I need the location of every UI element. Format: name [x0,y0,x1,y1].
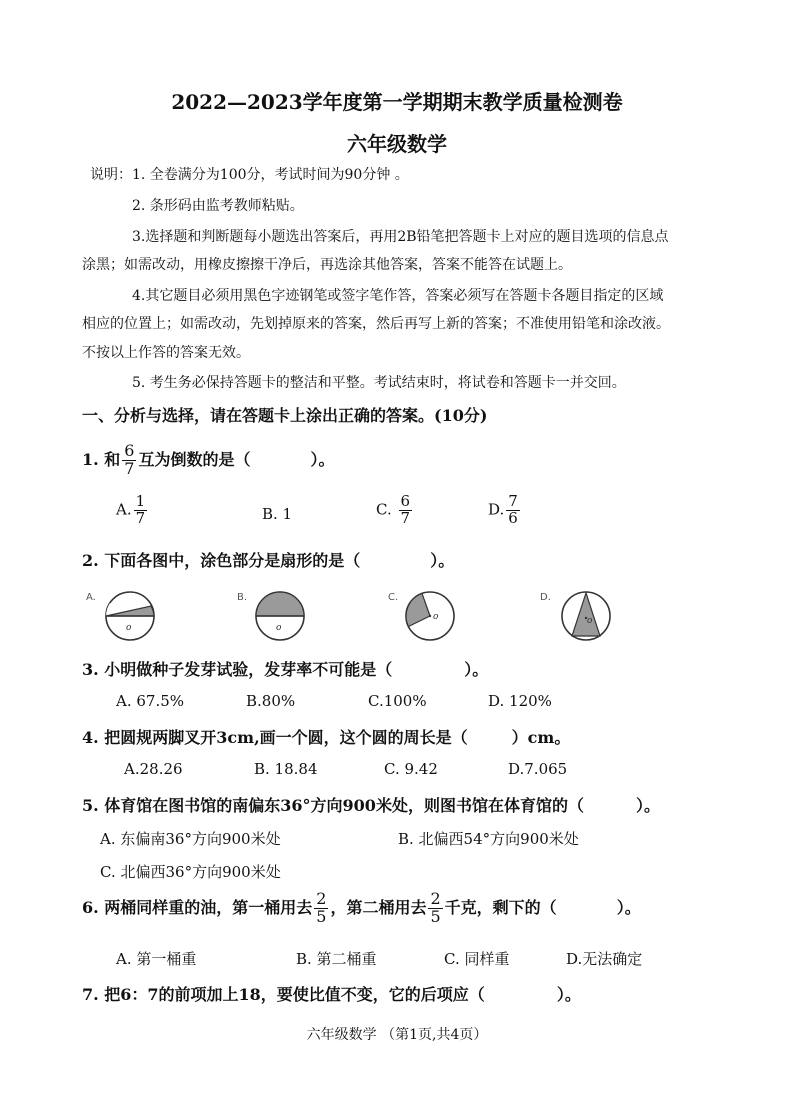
question-2: 2. 下面各图中，涂色部分是扇形的是（ ）。 [82,551,455,570]
q6-option-a: A. 第一桶重 [116,950,197,968]
question-3: 3. 小明做种子发芽试验，发芽率不可能是（ ）。 [82,660,489,679]
q1-option-d: D. $\frac{7}{6}$ [488,492,518,527]
instruction-item: 4.其它题目必须用黑色字迹钢笔或签字笔作答，答案必须写在答题卡各题目指定的区域 [132,288,664,304]
instructions-lead: 说明： [90,167,132,183]
center-label: o [433,612,439,622]
q6-option-d: D.无法确定 [566,950,643,968]
fraction: $\frac{2}{5}$ [430,889,441,926]
figure-label-c: C. [388,592,399,603]
question-5: 5. 体育馆在图书馆的南偏东36°方向900米处，则图书馆在体育馆的（ ）。 [82,796,660,815]
instruction-item: 1. 全卷满分为100分，考试时间为90分钟 。 [132,167,409,183]
q3-option-a: A. 67.5% [116,692,185,710]
figure-label-b: B. [237,592,248,603]
q4-option-b: B. 18.84 [254,760,318,778]
q3-option-d: D. 120% [488,692,552,710]
instruction-item: 2. 条形码由监考教师粘贴。 [132,198,304,214]
q1-option-a: A. $\frac{1}{7}$ [116,492,146,527]
q1-option-b: B. 1 [262,505,293,523]
question-1: 1. 和 $\frac{6}{7}$ 互为倒数的是（ ）。 [82,441,335,478]
q3-option-b: B.80% [246,692,296,710]
instruction-item: 5. 考生务必保持答题卡的整洁和平整。考试结束时，将试卷和答题卡一并交回。 [132,375,626,391]
q5-option-a: A. 东偏南36°方向900米处 [100,830,281,848]
fraction: $\frac{2}{5}$ [316,889,327,926]
exam-subtitle: 六年级数学 [347,132,447,156]
figure-c-circle [404,590,456,642]
figure-a-circle [104,590,156,642]
question-4: 4. 把圆规两脚叉开3cm,画一个圆，这个圆的周长是（ ）cm。 [82,728,571,747]
q3-option-c: C.100% [368,692,427,710]
figure-b-circle [254,590,306,642]
center-label: o [587,616,593,626]
figure-label-d: D. [540,592,551,603]
q5-option-c: C. 北偏西36°方向900米处 [100,863,281,881]
section-heading: 一、分析与选择，请在答题卡上涂出正确的答案。(10分) [82,406,488,425]
page-footer: 六年级数学 （第1页,共4页） [306,1027,488,1043]
figure-label-a: A. [86,592,96,603]
question-7: 7. 把6：7的前项加上18，要使比值不变，它的后项应（ ）。 [82,985,581,1004]
fraction: $\frac{6}{7}$ [124,441,135,478]
instruction-item: 不按以上作答的答案无效。 [82,345,250,361]
q4-option-d: D.7.065 [508,760,568,778]
figure-d-circle [560,590,612,642]
q4-option-a: A.28.26 [124,760,183,778]
instruction-item: 涂黑；如需改动，用橡皮擦擦干净后，再选涂其他答案，答案不能答在试题上。 [82,257,572,273]
center-label: o [126,623,132,633]
q1-option-c: C. $\frac{6}{7}$ [376,492,411,527]
instruction-item: 3.选择题和判断题每小题选出答案后，再用2B铅笔把答题卡上对应的题目选项的信息点 [132,229,669,245]
q6-option-c: C. 同样重 [444,950,510,968]
instruction-item: 相应的位置上；如需改动，先划掉原来的答案，然后再写上新的答案；不准使用铅笔和涂改液。 [82,316,670,332]
center-label: o [276,623,282,633]
exam-title: 2022—2023学年度第一学期期末教学质量检测卷 [171,90,623,114]
question-6: 6. 两桶同样重的油，第一桶用去 $\frac{2}{5}$ ，第二桶用去 $\frac{2}{5}$ 千克，剩下的（ ）。 [82,889,641,926]
q5-option-b: B. 北偏西54°方向900米处 [398,830,579,848]
q4-option-c: C. 9.42 [384,760,438,778]
question-1-text: 1. 和 [82,449,121,469]
q6-option-b: B. 第二桶重 [296,950,377,968]
